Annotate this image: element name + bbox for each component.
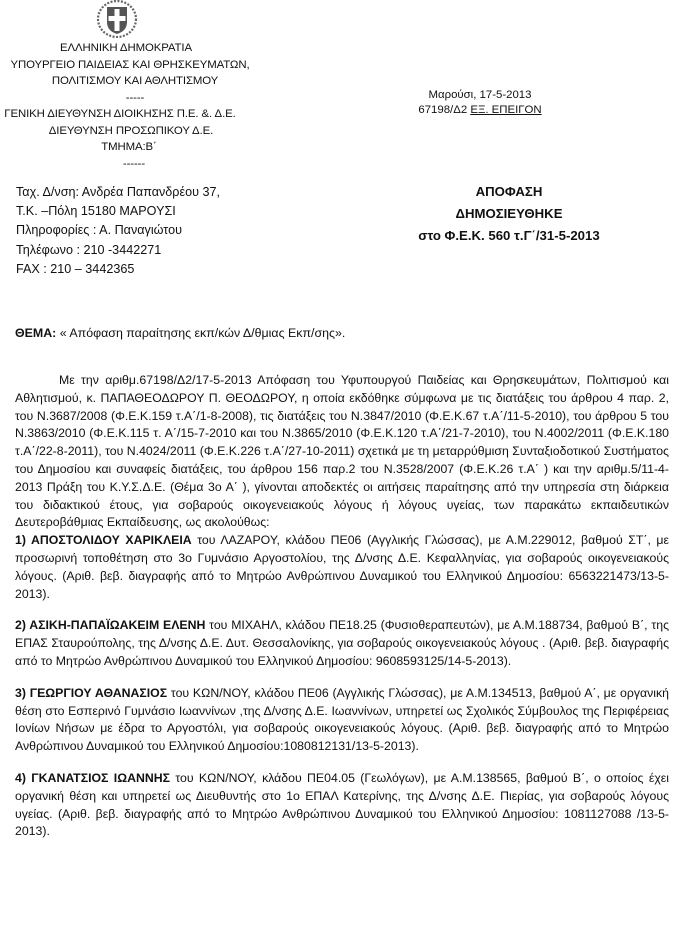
date-protocol-block bbox=[380, 88, 580, 118]
fax-number: FAX : 210 – 3442365 bbox=[16, 261, 135, 276]
entry-text: του ΜΙΧΑΗΛ, κλάδου ΠΕ18.25 (Φυσιοθεραπευτών), με Α.Μ.188734, βαθμού Β΄, της ΕΠΑΣ Σταυρούπολης, της Δ/νσης Δ.Ε. Δυτ. Θεσσαλονίκης, για σοβαρούς οικογενειακούς λόγους . (Αριθ. βεβ. διαγραφής από το Μητρώο Ανθρώπινου Δυναμικού του Ελληνικού Δημοσίου: 9608593125/14-5-2013). bbox=[15, 618, 669, 668]
resignation-entry bbox=[15, 532, 669, 603]
info-contact: Πληροφορίες : Α. Παναγιώτου bbox=[16, 223, 182, 238]
header-line: ΓΕΝΙΚΗ ΔΙΕΥΘΥΝΣΗ ΔΙΟΙΚΗΣΗΣ Π.Ε. &. Δ.Ε. bbox=[4, 108, 236, 120]
entry-text: του ΛΑΖΑΡΟΥ, κλάδου ΠΕ06 (Αγγλικής Γλώσσας), με Α.Μ.229012, βαθμού ΣΤ΄, με προσωρινή τοποθέτηση στο 3ο Γυμνάσιο Αργοστολίου, της Δ/νσης Δ.Ε. Κεφαλληνίας, για σοβαρούς οικογενειακούς λόγους. (Αριθ. βεβ. διαγραφής από το Μητρώο Ανθρώπινου Δυναμικού του Ελληνικού Δημοσίου: 6563221473/13-5-2013). bbox=[15, 533, 669, 601]
urgency-label: ΕΞ. ΕΠΕΙΓΟΝ bbox=[470, 104, 542, 116]
document-body bbox=[15, 372, 669, 841]
header-separator: ------ bbox=[122, 157, 146, 170]
postal-code-city: Τ.Κ. –Πόλη 15180 ΜΑΡΟΥΣΙ bbox=[16, 204, 176, 219]
issuer-header bbox=[0, 40, 270, 172]
header-line: ΥΠΟΥΡΓΕΙΟ ΠΑΙΔΕΙΑΣ ΚΑΙ ΘΡΗΣΚΕΥΜΑΤΩΝ, bbox=[10, 58, 250, 71]
entry-name: 4) ΓΚΑΝΑΤΣΙΟΣ ΙΩΑΝΝΗΣ bbox=[15, 770, 170, 785]
resignation-entry bbox=[15, 770, 669, 841]
published-label: ΔΗΜΟΣΙΕΥΘΗΚΕ bbox=[455, 206, 563, 221]
entry-name: 1) ΑΠΟΣΤΟΛΙΔΟΥ ΧΑΡΙΚΛΕΙΑ bbox=[15, 533, 192, 548]
entry-text: του ΚΩΝ/ΝΟΥ, κλάδου ΠΕ06 (Αγγλικής Γλώσσας), με Α.Μ.134513, βαθμού Α΄, με οργανική θέση στο Εσπερινό Γυμνάσιο Ιωαννίνων ,της Δ/νσης Δ.Ε. Ιωαννίνων, υπηρετεί ως Σχολικός Σύμβουλος της Περιφέρειας Ιονίων Νήσων με έδρα το Αργοστόλι, για σοβαρούς οικογενειακούς λόγους. (Αριθ. βεβ. διαγραφής από το Μητρώο Ανθρώπινου Δυναμικού του Ελληνικού Δημοσίου:1080812131/13-5-2013). bbox=[15, 685, 669, 754]
header-line: ΕΛΛΗΝΙΚΗ ΔΗΜΟΚΡΑΤΙΑ bbox=[60, 42, 192, 54]
header-line: ΠΟΛΙΤΙΣΜΟΥ ΚΑΙ ΑΘΛΗΤΙΣΜΟΥ bbox=[51, 75, 219, 87]
decision-title: ΑΠΟΦΑΣΗ bbox=[475, 184, 543, 199]
resignation-entry bbox=[15, 685, 669, 756]
resignation-entry bbox=[15, 617, 669, 670]
entry-text: του ΚΩΝ/ΝΟΥ, κλάδου ΠΕ04.05 (Γεωλόγων), με Α.Μ.138565, βαθμού Β΄, ο οποίος έχει οργανική θέση και υπηρετεί ως Διευθυντής στο 1ο ΕΠΑΛ Κατερίνης, της Δ/νσης Δ.Ε. Πιερίας, για σοβαρούς λόγους υγείας. (Αριθ. βεβ. διαγραφής από το Μητρώο Ανθρώπινου Δυναμικού του Ελληνικού Δημοσίου: 1081127088 /13-5-2013). bbox=[15, 770, 669, 839]
protocol-line bbox=[380, 103, 580, 118]
header-line: ΤΜΗΜΑ:Β΄ bbox=[101, 141, 157, 153]
place-date: Μαρούσι, 17-5-2013 bbox=[428, 89, 532, 101]
header-line: ΔΙΕΥΘΥΝΣΗ ΠΡΟΣΩΠΙΚΟΥ Δ.Ε. bbox=[48, 124, 214, 137]
entry-name: 3) ΓΕΩΡΓΙΟΥ ΑΘΑΝΑΣΙΟΣ bbox=[15, 685, 168, 700]
entry-name: 2) ΑΣΙΚΗ-ΠΑΠΑΪΩΑΚΕΙΜ ΕΛΕΝΗ bbox=[15, 618, 206, 633]
contact-block bbox=[16, 183, 220, 279]
intro-paragraph: Με την αριθμ.67198/Δ2/17-5-2013 Απόφαση του Υφυπουργού Παιδείας και Θρησκευμάτων, Πολιτισμού και Αθλητισμού, κ. ΠΑΠΑΘΕΟΔΩΡΟΥ Π. ΘΕΟΔΩΡΟΥ, η οποία εκδόθηκε σύμφωνα με τις διατάξεις του άρθρου 4 παρ. 2, του Ν.3687/2008 (Φ.Ε.Κ.159 τ.Α΄/1-8-2008), τις διατάξεις του Ν.3847/2010 (Φ.Ε.Κ.67 τ.Α΄/11-5-2010), του άρθρου 5 του Ν.3863/2010 (Φ.Ε.Κ.115 τ. Α΄/15-7-2010 και του Ν.3865/2010 (Φ.Ε.Κ.120 τ.Α΄/21-7-2010), του Ν.4002/2011 (Φ.Ε.Κ.180 τ.Α΄/22-8-2011), του Ν.4024/2011 (Φ.Ε.Κ.226 τ.Α΄/27-10-2011) σχετικά με τη μεταρρύθμιση Συνταξιοδοτικού Συστήματος του Δημοσίου και συναφείς διατάξεις, του άρθρου 156 παρ.2 του Ν.3528/2007 (Φ.Ε.Κ.26 τ.Α΄ ) και την αριθμ.5/11-4-2013 Πράξη του Κ.Υ.Σ.Δ.Ε. (Θέμα 3ο Α΄ ), γίνονται αποδεκτές οι αιτήσεις παραίτησης από την υπηρεσία στη διάρκεια του διδακτικού έτους, για σοβαρούς οικογενειακούς λόγους ή λόγους υγείας, των παρακάτω εκπαιδευτικών Δευτεροβάθμιας Εκπαίδευσης, ως ακολούθως: bbox=[15, 373, 669, 530]
protocol-number: 67198/Δ2 bbox=[418, 104, 468, 116]
gazette-reference: στο Φ.Ε.Κ. 560 τ.Γ΄/31-5-2013 bbox=[418, 228, 600, 243]
subject-text: « Απόφαση παραίτησης εκπ/κών Δ/θμιας Εκπ/σης». bbox=[56, 326, 346, 340]
header-separator: ----- bbox=[125, 91, 145, 104]
phone-number: Τηλέφωνο : 210 -3442271 bbox=[16, 242, 162, 257]
subject-line bbox=[15, 326, 345, 340]
postal-address: Ταχ. Δ/νση: Ανδρέα Παπανδρέου 37, bbox=[16, 185, 220, 199]
greek-state-emblem-icon bbox=[96, 0, 138, 38]
decision-block bbox=[400, 181, 618, 247]
subject-label: ΘΕΜΑ: bbox=[15, 326, 57, 340]
